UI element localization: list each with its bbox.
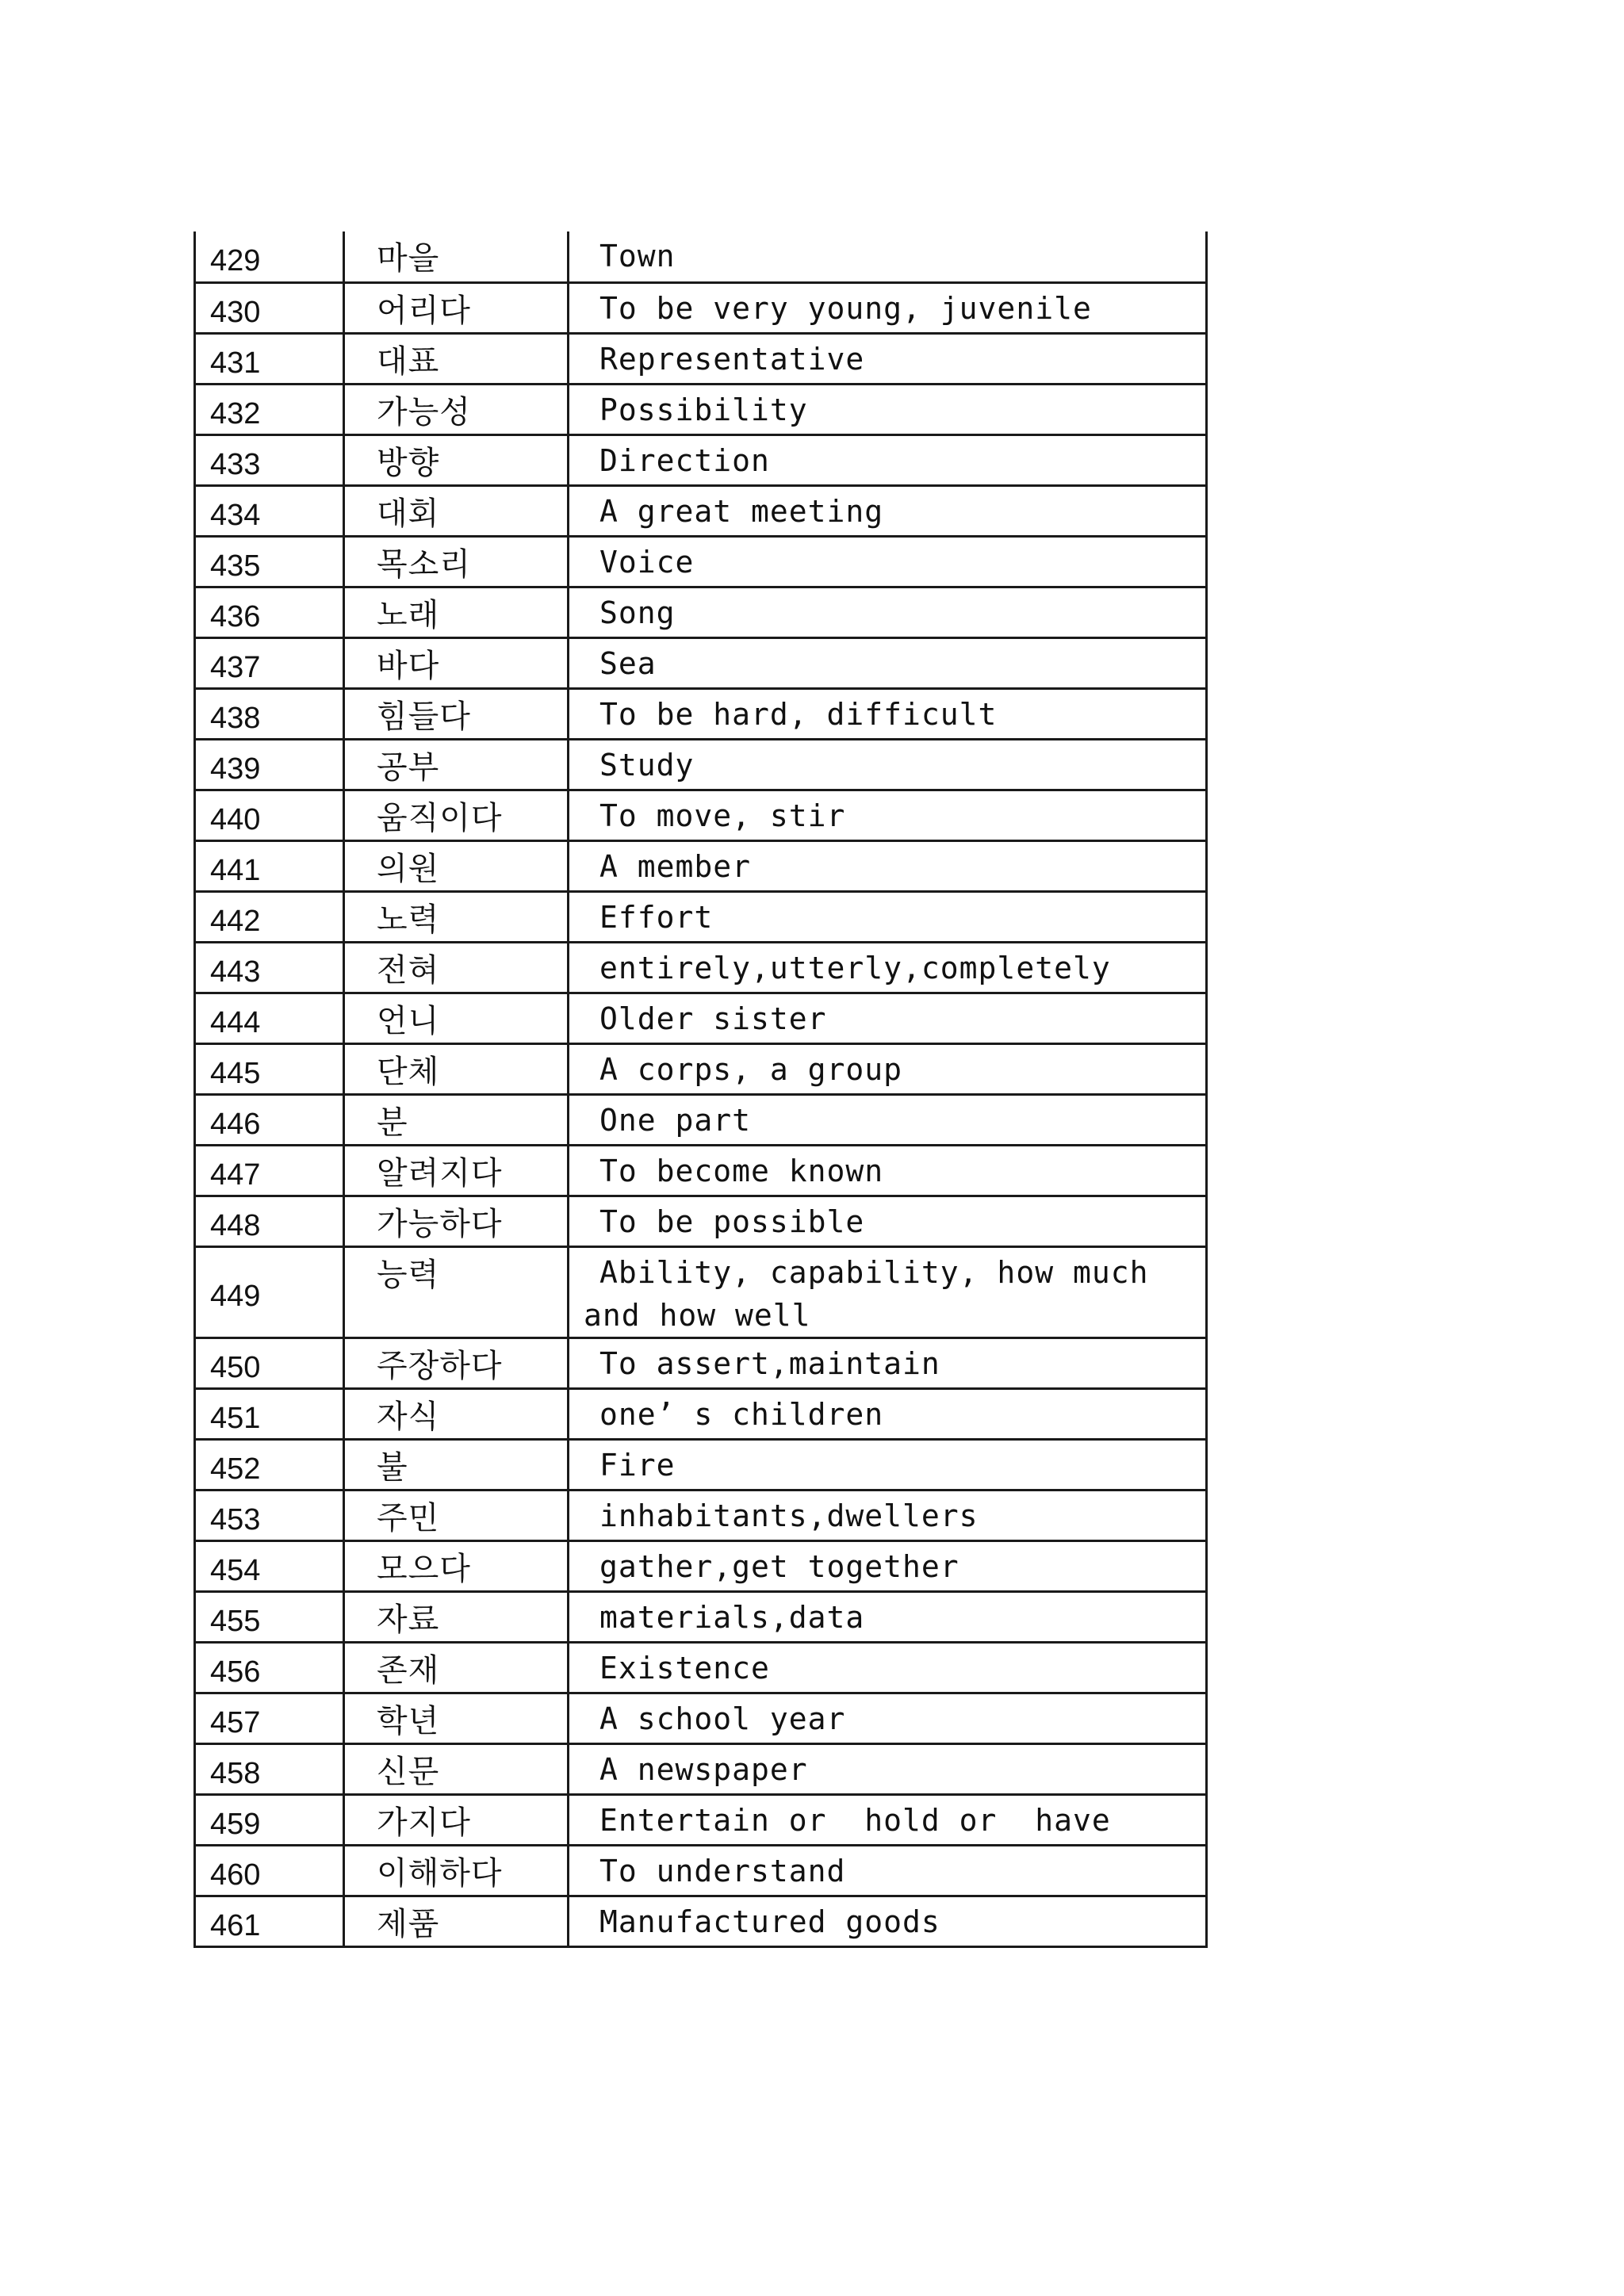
table-row [195,1845,1207,1896]
entry-number: 438 [195,688,344,739]
entry-number: 452 [195,1439,344,1490]
table-row [195,1145,1207,1196]
korean-word: 공부 [344,739,569,790]
entry-number: 439 [195,739,344,790]
table-row [195,840,1207,891]
entry-number: 460 [195,1845,344,1896]
entry-number: 431 [195,333,344,384]
entry-number: 429 [195,232,344,282]
table-row [195,1896,1207,1946]
korean-word: 분 [344,1094,569,1145]
entry-number: 450 [195,1337,344,1388]
table-row [195,891,1207,942]
korean-word: 단체 [344,1043,569,1094]
table-row [195,434,1207,485]
english-meaning: To assert,maintain [569,1337,1207,1388]
entry-number: 444 [195,993,344,1043]
english-meaning: Song [569,587,1207,637]
korean-word: 언니 [344,993,569,1043]
table-row [195,282,1207,333]
table-row [195,1743,1207,1794]
table-row [195,587,1207,637]
entry-number: 456 [195,1642,344,1693]
korean-word: 대회 [344,485,569,536]
table-row [195,536,1207,587]
korean-word: 방향 [344,434,569,485]
english-meaning: Existence [569,1642,1207,1693]
entry-number: 451 [195,1388,344,1439]
entry-number: 461 [195,1896,344,1946]
korean-word: 주장하다 [344,1337,569,1388]
table-row [195,942,1207,993]
entry-number: 449 [195,1246,344,1337]
korean-word: 이해하다 [344,1845,569,1896]
table-row [195,485,1207,536]
entry-number: 445 [195,1043,344,1094]
korean-word: 능력 [344,1246,569,1337]
english-meaning: Effort [569,891,1207,942]
table-row [195,1693,1207,1743]
korean-word: 학년 [344,1693,569,1743]
entry-number: 434 [195,485,344,536]
korean-word: 주민 [344,1490,569,1540]
korean-word: 전혀 [344,942,569,993]
korean-word: 마을 [344,232,569,282]
entry-number: 458 [195,1743,344,1794]
korean-word: 힘들다 [344,688,569,739]
table-row [195,688,1207,739]
korean-word: 바다 [344,637,569,688]
table-row [195,1591,1207,1642]
table-row [195,1439,1207,1490]
korean-word: 가능하다 [344,1196,569,1246]
entry-number: 437 [195,637,344,688]
korean-word: 움직이다 [344,790,569,840]
korean-word: 가지다 [344,1794,569,1845]
table-row [195,1540,1207,1591]
entry-number: 442 [195,891,344,942]
english-meaning: inhabitants,dwellers [569,1490,1207,1540]
english-meaning: gather,get together [569,1540,1207,1591]
entry-number: 433 [195,434,344,485]
english-meaning: entirely,utterly,completely [569,942,1207,993]
korean-word: 자료 [344,1591,569,1642]
english-meaning: Direction [569,434,1207,485]
table-row [195,790,1207,840]
korean-word: 노력 [344,891,569,942]
english-meaning: To be very young, juvenile [569,282,1207,333]
table-row [195,739,1207,790]
english-meaning: Study [569,739,1207,790]
vocabulary-table-body [195,232,1207,1946]
table-row [195,333,1207,384]
entry-number: 453 [195,1490,344,1540]
vocabulary-table [193,232,1208,1948]
table-row [195,1794,1207,1845]
english-meaning: Older sister [569,993,1207,1043]
entry-number: 443 [195,942,344,993]
table-row [195,1388,1207,1439]
entry-number: 455 [195,1591,344,1642]
table-row [195,1246,1207,1337]
english-meaning: Manufactured goods [569,1896,1207,1946]
korean-word: 신문 [344,1743,569,1794]
table-row [195,232,1207,282]
english-meaning: A corps, a group [569,1043,1207,1094]
english-meaning: Ability, capability, how much and how well [569,1246,1207,1337]
korean-word: 알려지다 [344,1145,569,1196]
english-meaning: materials,data [569,1591,1207,1642]
korean-word: 제품 [344,1896,569,1946]
korean-word: 어리다 [344,282,569,333]
english-meaning: To understand [569,1845,1207,1896]
table-row [195,1337,1207,1388]
english-meaning: One part [569,1094,1207,1145]
entry-number: 457 [195,1693,344,1743]
english-meaning: Representative [569,333,1207,384]
korean-word: 목소리 [344,536,569,587]
english-meaning: To become known [569,1145,1207,1196]
table-row [195,1642,1207,1693]
english-meaning: one’ s children [569,1388,1207,1439]
korean-word: 노래 [344,587,569,637]
entry-number: 435 [195,536,344,587]
english-meaning: A great meeting [569,485,1207,536]
table-row [195,1490,1207,1540]
table-row [195,993,1207,1043]
entry-number: 446 [195,1094,344,1145]
korean-word: 가능성 [344,384,569,434]
korean-word: 불 [344,1439,569,1490]
korean-word: 자식 [344,1388,569,1439]
entry-number: 432 [195,384,344,434]
entry-number: 459 [195,1794,344,1845]
korean-word: 의원 [344,840,569,891]
english-meaning: Town [569,232,1207,282]
english-meaning: Fire [569,1439,1207,1490]
english-meaning: A newspaper [569,1743,1207,1794]
entry-number: 441 [195,840,344,891]
english-meaning: To move, stir [569,790,1207,840]
table-row [195,637,1207,688]
entry-number: 454 [195,1540,344,1591]
korean-word: 존재 [344,1642,569,1693]
english-meaning: A school year [569,1693,1207,1743]
english-meaning: Voice [569,536,1207,587]
english-meaning: Entertain or hold or have [569,1794,1207,1845]
entry-number: 447 [195,1145,344,1196]
table-row [195,1094,1207,1145]
korean-word: 대표 [344,333,569,384]
entry-number: 440 [195,790,344,840]
english-meaning: A member [569,840,1207,891]
table-row [195,384,1207,434]
korean-word: 모으다 [344,1540,569,1591]
english-meaning: To be possible [569,1196,1207,1246]
table-row [195,1196,1207,1246]
entry-number: 448 [195,1196,344,1246]
entry-number: 436 [195,587,344,637]
entry-number: 430 [195,282,344,333]
english-meaning: To be hard, difficult [569,688,1207,739]
english-meaning: Sea [569,637,1207,688]
english-meaning: Possibility [569,384,1207,434]
table-row [195,1043,1207,1094]
